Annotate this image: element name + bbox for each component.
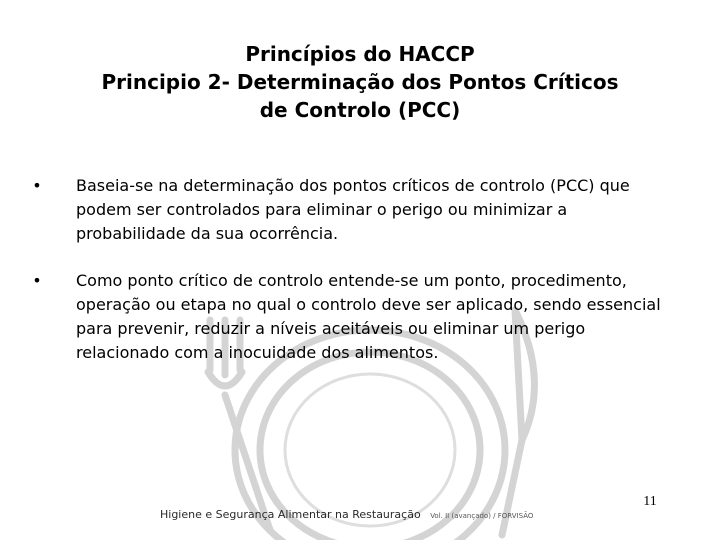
title-line-1: Princípios do HACCP <box>245 42 475 66</box>
bullet-text: Baseia-se na determinação dos pontos críticos de controlo (PCC) que podem ser controlados para eliminar o perigo ou minimizar a probabilidade da sua ocorrência. <box>76 176 630 243</box>
footer-title: Higiene e Segurança Alimentar na Restauração <box>160 508 421 521</box>
page-number: 11 <box>643 494 657 509</box>
slide-title <box>20 40 700 124</box>
title-line-3: de Controlo (PCC) <box>259 98 461 122</box>
bullet-item <box>30 269 680 365</box>
bullet-dot-icon: • <box>32 176 42 195</box>
bullet-dot-icon: • <box>32 271 42 290</box>
title-line-2: Principio 2- Determinação dos Pontos Críticos <box>101 70 619 94</box>
bullet-text: Como ponto crítico de controlo entende-se um ponto, procedimento, operação ou etapa no qual o controlo deve ser aplicado, sendo essencial para prevenir, reduzir a níveis aceitáveis ou eliminar um perigo relacionado com a inocuidade dos alimentos. <box>76 271 661 362</box>
footer <box>160 508 533 521</box>
footer-subtitle: Vol. II (avançado) / FORVISÃO <box>430 512 534 520</box>
bullet-list <box>30 174 680 365</box>
bullet-item <box>30 174 680 246</box>
